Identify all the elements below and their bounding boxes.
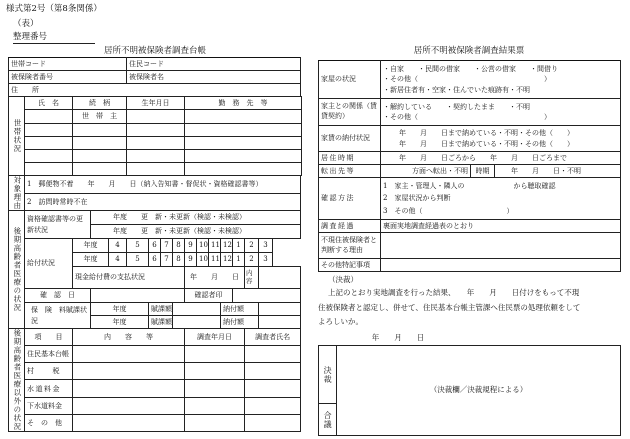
month-cell: 5 xyxy=(127,239,149,253)
kessai-date[interactable]: 年 月 日 xyxy=(371,333,425,342)
jumin-code-cell[interactable]: 住民コード xyxy=(127,58,301,71)
month-cell: 10 xyxy=(197,239,209,253)
result-table xyxy=(318,60,621,272)
setai-cell[interactable] xyxy=(25,163,73,176)
month-cell: 5 xyxy=(127,253,149,267)
setai-cell[interactable] xyxy=(127,110,185,124)
setai-cell[interactable] xyxy=(185,163,302,176)
month-cell: 1 xyxy=(233,253,245,267)
genkin-naiyo-label: 内容 xyxy=(245,267,259,289)
ledger-title: 居所不明被保険者調査台帳 xyxy=(103,46,206,56)
month-cell: 10 xyxy=(197,253,209,267)
hihoken-no-cell[interactable]: 被保険者番号 xyxy=(9,71,127,84)
setai-col-relation: 続 柄 xyxy=(73,97,127,110)
kessai-text-2: 住被保険者と認定し、併せて、住民基本台帳主管課へ住民票の処理依頼をして xyxy=(318,303,581,312)
igai-cell[interactable] xyxy=(73,346,185,363)
kakunin-line-2: 2 家屋状況から判断 xyxy=(383,194,451,203)
setai-col-name: 氏 名 xyxy=(25,97,73,110)
month-cell: 4 xyxy=(109,253,127,267)
month-cell: 11 xyxy=(209,239,221,253)
setai-section-label: 世帯状況 xyxy=(9,97,25,176)
month-cell: 8 xyxy=(173,239,185,253)
kakunin-line-3: 3 その他（ ） xyxy=(383,206,514,215)
nofu-amount-label: 納付額 xyxy=(221,303,259,316)
fuka-amount-cell[interactable] xyxy=(173,303,221,316)
igai-item-label: そ の 他 xyxy=(25,414,73,431)
other-notes-label: その他特記事項 xyxy=(319,259,381,272)
month-cell: 12 xyxy=(221,239,233,253)
kessai-table xyxy=(318,345,621,436)
kessai-title: （決裁） xyxy=(328,275,358,284)
kessai-box-label: 決裁 xyxy=(319,346,337,404)
ref-number-underline xyxy=(13,43,95,44)
setai-col-work: 勤 務 先 等 xyxy=(185,97,302,110)
kaoku-label: 家屋の状況 xyxy=(319,61,381,99)
kakuninsha-cell[interactable] xyxy=(233,289,301,303)
setai-cell[interactable] xyxy=(25,110,73,124)
setai-cell[interactable] xyxy=(127,137,185,150)
jiki-label: 時期 xyxy=(471,165,495,178)
month-cell: 6 xyxy=(149,239,161,253)
igai-cell[interactable] xyxy=(245,397,301,414)
tenshutsu-value[interactable]: 方面へ転出・不明 xyxy=(381,165,471,178)
fuka-amount-label: 賦課額 xyxy=(149,303,173,316)
setai-cell[interactable] xyxy=(127,124,185,137)
shikaku-label: 資格確認書等の更新状況 xyxy=(25,211,91,239)
kankei-options[interactable] xyxy=(381,99,621,126)
igai-cell[interactable] xyxy=(73,414,185,431)
kyufu-label: 給付状況 xyxy=(25,239,73,289)
igai-section-label: 後期高齢者医療以外の状況 xyxy=(9,329,25,432)
igai-cell[interactable] xyxy=(73,363,185,380)
kaoku-options[interactable] xyxy=(381,61,621,99)
fuka-nendo: 年度 xyxy=(91,316,149,329)
igai-col-date: 調査年月日 xyxy=(185,329,245,346)
igai-cell[interactable] xyxy=(73,380,185,397)
address-cell[interactable]: 住 所 xyxy=(9,84,301,97)
month-cell: 7 xyxy=(161,253,173,267)
igai-cell[interactable] xyxy=(73,397,185,414)
igai-cell[interactable] xyxy=(185,346,245,363)
genkin-date[interactable]: 年 月 日 xyxy=(185,267,245,289)
setai-col-birth: 生年月日 xyxy=(127,97,185,110)
kyufu-nendo-label: 年度 xyxy=(73,239,109,253)
kyoju-label: 居住時期 xyxy=(319,152,381,165)
kourei-section-label: 後期高齢者医療の状況 xyxy=(9,211,25,329)
setai-cell[interactable] xyxy=(185,137,302,150)
setai-cell[interactable] xyxy=(127,150,185,163)
other-notes-cell[interactable] xyxy=(381,259,621,272)
setai-head-label: 世 帯 主 xyxy=(73,110,127,124)
ledger-table xyxy=(8,57,302,432)
month-cell: 2 xyxy=(245,239,259,253)
setai-cell[interactable] xyxy=(127,163,185,176)
igai-cell[interactable] xyxy=(185,363,245,380)
kessai-text-3: よろしいか。 xyxy=(318,317,363,326)
month-cell: 3 xyxy=(259,239,273,253)
taisho-reason-1[interactable]: 1 郵便物不着 年 月 日（納入告知書・督促状・資格確認書等） xyxy=(25,176,301,194)
setai-cell[interactable] xyxy=(73,124,127,137)
kaoku-line-3: ・新居住者有・空家・住んでいた痕跡有・不明 xyxy=(383,85,530,94)
fuka-nendo: 年度 xyxy=(91,303,149,316)
fugen-label: 不現住被保険者と判断する理由 xyxy=(319,233,381,259)
fugen-cell[interactable] xyxy=(381,233,621,259)
month-cell: 3 xyxy=(259,253,273,267)
setai-cell[interactable] xyxy=(25,124,73,137)
month-cell: 1 xyxy=(233,239,245,253)
keika-label: 調査経過 xyxy=(319,220,381,233)
igai-cell[interactable] xyxy=(245,414,301,431)
setai-cell[interactable] xyxy=(73,163,127,176)
igai-cell[interactable] xyxy=(245,380,301,397)
igai-cell[interactable] xyxy=(185,380,245,397)
igai-cell[interactable] xyxy=(185,397,245,414)
fuka-amount-label: 賦課額 xyxy=(149,316,173,329)
kankei-line-2: ・その他（ ） xyxy=(383,113,551,121)
shikaku-row-2[interactable]: 年度 更 新・未更新（検認・未検認） xyxy=(91,225,301,239)
keika-value[interactable]: 裏面実地調査経過表のとおり xyxy=(381,220,621,233)
nofu-amount-cell[interactable] xyxy=(259,316,301,329)
kaoku-line-1: ・自家 ・民間の借家 ・公営の借家 ・間借り xyxy=(383,64,558,73)
igai-cell[interactable] xyxy=(185,414,245,431)
setai-cell[interactable] xyxy=(185,124,302,137)
igai-col-content: 内 容 等 xyxy=(73,329,185,346)
kessai-note[interactable]: （決裁欄／決裁規程による） xyxy=(337,346,621,436)
kakunin-date-cell[interactable] xyxy=(91,289,185,303)
month-cell: 11 xyxy=(209,253,221,267)
taisho-section-label: 対象理由 xyxy=(9,176,25,211)
hokenryo-label: 保 険 料賦課状況 xyxy=(25,303,91,329)
kakunin-date-label: 確 認 日 xyxy=(25,289,91,303)
setai-cell[interactable] xyxy=(73,150,127,163)
igai-item-label: 水道料金 xyxy=(25,380,73,397)
fuka-amount-cell[interactable] xyxy=(173,316,221,329)
result-title: 居所不明被保険者調査結果票 xyxy=(413,46,525,56)
form-number: 様式第2号（第8条関係） xyxy=(6,4,102,14)
month-cell: 4 xyxy=(109,239,127,253)
month-cell: 9 xyxy=(185,253,197,267)
month-cell: 8 xyxy=(173,253,185,267)
igai-item-label: 下水道料金 xyxy=(25,397,73,414)
gougi-label: 合議 xyxy=(319,404,337,436)
igai-cell[interactable] xyxy=(245,346,301,363)
yachin-label: 家賃の納付状況 xyxy=(319,126,381,152)
setai-cell[interactable] xyxy=(185,150,302,163)
setai-code-cell[interactable]: 世帯コード xyxy=(9,58,127,71)
tenshutsu-label: 転出先等 xyxy=(319,165,381,178)
ref-number-label: 整理番号 xyxy=(13,32,48,42)
kakuninsha-label: 確認者印 xyxy=(185,289,233,303)
genkin-label: 現金給付費の支払状況 xyxy=(73,267,185,289)
igai-item-label: 住民基本台帳 xyxy=(25,346,73,363)
kyufu-nendo-label: 年度 xyxy=(73,253,109,267)
yachin-line-2: 年 月 日まで納めている・不明・その他（ ） xyxy=(399,139,574,148)
setai-cell[interactable] xyxy=(73,137,127,150)
kankei-label: 家主との関係（賃貸契約） xyxy=(319,99,381,126)
month-cell: 7 xyxy=(161,239,173,253)
yachin-line-1: 年 月 日まで納めている・不明・その他（ ） xyxy=(399,129,574,137)
shikaku-row-1[interactable]: 年度 更 新・未更新（検認・未検認） xyxy=(91,211,301,225)
kessai-text-1: 上記のとおり実地調査を行った結果、 年 月 日付けをもって不現 xyxy=(328,288,580,297)
month-cell: 9 xyxy=(185,239,197,253)
jiki-value[interactable]: 年 月 日・不明 xyxy=(495,165,621,178)
igai-col-item: 項 目 xyxy=(25,329,73,346)
kaoku-line-2: ・その他（ ） xyxy=(383,75,551,84)
igai-col-surveyor: 調査者氏名 xyxy=(245,329,301,346)
genkin-naiyo-cell[interactable] xyxy=(259,267,301,289)
nofu-amount-label: 納付額 xyxy=(221,316,259,329)
taisho-reason-2[interactable]: 2 訪問時常時不在 xyxy=(25,193,301,211)
setai-cell[interactable] xyxy=(25,150,73,163)
setai-cell[interactable] xyxy=(25,137,73,150)
yachin-options[interactable] xyxy=(381,126,621,152)
igai-cell[interactable] xyxy=(245,363,301,380)
month-cell: 6 xyxy=(149,253,161,267)
month-cell: 2 xyxy=(245,253,259,267)
kakunin-method-options[interactable] xyxy=(381,178,621,220)
kyoju-value[interactable]: 年 月 日ごろから 年 月 日ごろまで xyxy=(381,152,621,165)
nofu-amount-cell[interactable] xyxy=(259,303,301,316)
front-label: （表） xyxy=(13,19,39,29)
kakunin-method-label: 確認方法 xyxy=(319,178,381,220)
kankei-line-1: ・解約している ・契約したまま ・不明 xyxy=(383,102,530,111)
igai-item-label: 村 税 xyxy=(25,363,73,380)
kakunin-line-1: 1 家主・管理人・隣人の から聴取確認 xyxy=(383,182,556,191)
month-cell: 12 xyxy=(221,253,233,267)
hihoken-name-cell[interactable]: 被保険者名 xyxy=(127,71,301,84)
setai-cell[interactable] xyxy=(185,110,302,124)
